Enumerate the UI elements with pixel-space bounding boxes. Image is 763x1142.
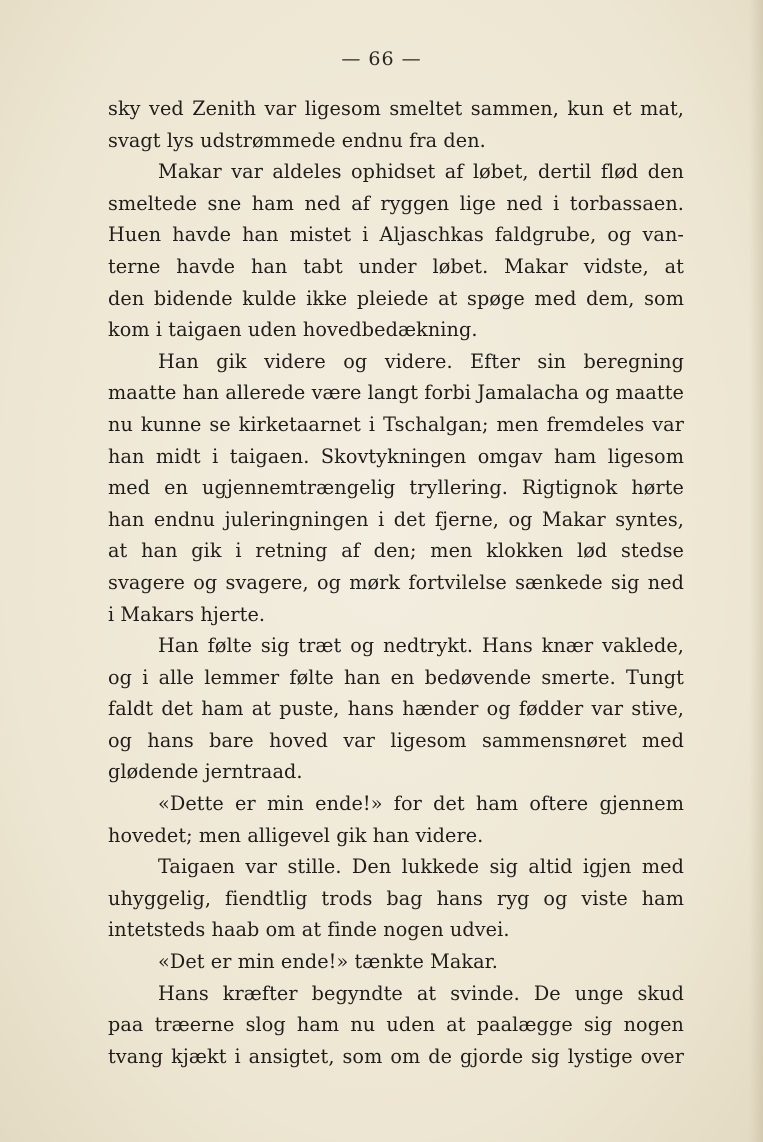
text-line: Han gik videre og videre. Efter sin beregning — [158, 349, 684, 373]
text-line: Makar var aldeles ophidset af løbet, dertil flød den — [158, 160, 684, 184]
text-line: «Dette er min ende!» for det ham oftere gjennem — [158, 792, 684, 816]
text-line: «Det er min ende!» tænkte Makar. — [158, 950, 499, 974]
text-line: i Makars hjerte. — [108, 602, 266, 626]
text-line: den bidende kulde ikke pleiede at spøge med dem, som — [108, 286, 684, 310]
text-line: tvang kjækt i ansigtet, som om de gjorde sig lystige over — [108, 1044, 684, 1068]
text-line: og i alle lemmer følte han en bedøvende smerte. Tungt — [108, 665, 684, 689]
text-line: nu kunne se kirketaarnet i Tschalgan; men fremdeles var — [108, 412, 684, 436]
text-line: smeltede sne ham ned af ryggen lige ned i torbassaen. — [108, 191, 684, 215]
text-line: han endnu juleringningen i det fjerne, og Makar syntes, — [108, 507, 684, 531]
text-line: at han gik i retning af den; men klokken lød stedse — [108, 539, 684, 563]
text-line: Taigaen var stille. Den lukkede sig altid igjen med — [158, 855, 684, 879]
text-line: svagere og svagere, og mørk fortvilelse sænkede sig ned — [108, 570, 684, 594]
page-edge-shadow — [749, 0, 763, 1142]
text-line: svagt lys udstrømmede endnu fra den. — [108, 128, 486, 152]
page-number: — 66 — — [341, 48, 422, 70]
text-line: kom i taigaen uden hovedbedækning. — [108, 318, 478, 342]
text-line: hovedet; men alligevel gik han videre. — [108, 823, 484, 847]
text-line: terne havde han tabt under løbet. Makar vidste, at — [108, 254, 684, 278]
text-line: intetsteds haab om at finde nogen udvei. — [108, 918, 510, 942]
text-line: han midt i taigaen. Skovtykningen omgav ham ligesom — [108, 444, 684, 468]
text-line: og hans bare hoved var ligesom sammensnøret med — [108, 728, 684, 752]
text-line: glødende jerntraad. — [108, 760, 303, 784]
body-text — [108, 93, 684, 1072]
text-line: uhyggelig, fiendtlig trods bag hans ryg og viste ham — [108, 886, 684, 910]
text-line: Han følte sig træt og nedtrykt. Hans knær vaklede, — [158, 634, 684, 658]
text-line: Hans kræfter begyndte at svinde. De unge skud — [158, 981, 684, 1005]
text-line: med en ugjennemtrængelig tryllering. Rigtignok hørte — [108, 476, 684, 500]
text-line: sky ved Zenith var ligesom smeltet sammen, kun et mat, — [108, 97, 684, 120]
text-line: faldt det ham at puste, hans hænder og fødder var stive, — [108, 697, 684, 721]
text-line: Huen havde han mistet i Aljaschkas faldgrube, og van- — [108, 223, 684, 247]
text-line: maatte han allerede være langt forbi Jamalacha og maatte — [108, 381, 684, 405]
text-line: paa træerne slog ham nu uden at paalægge sig nogen — [108, 1013, 684, 1037]
